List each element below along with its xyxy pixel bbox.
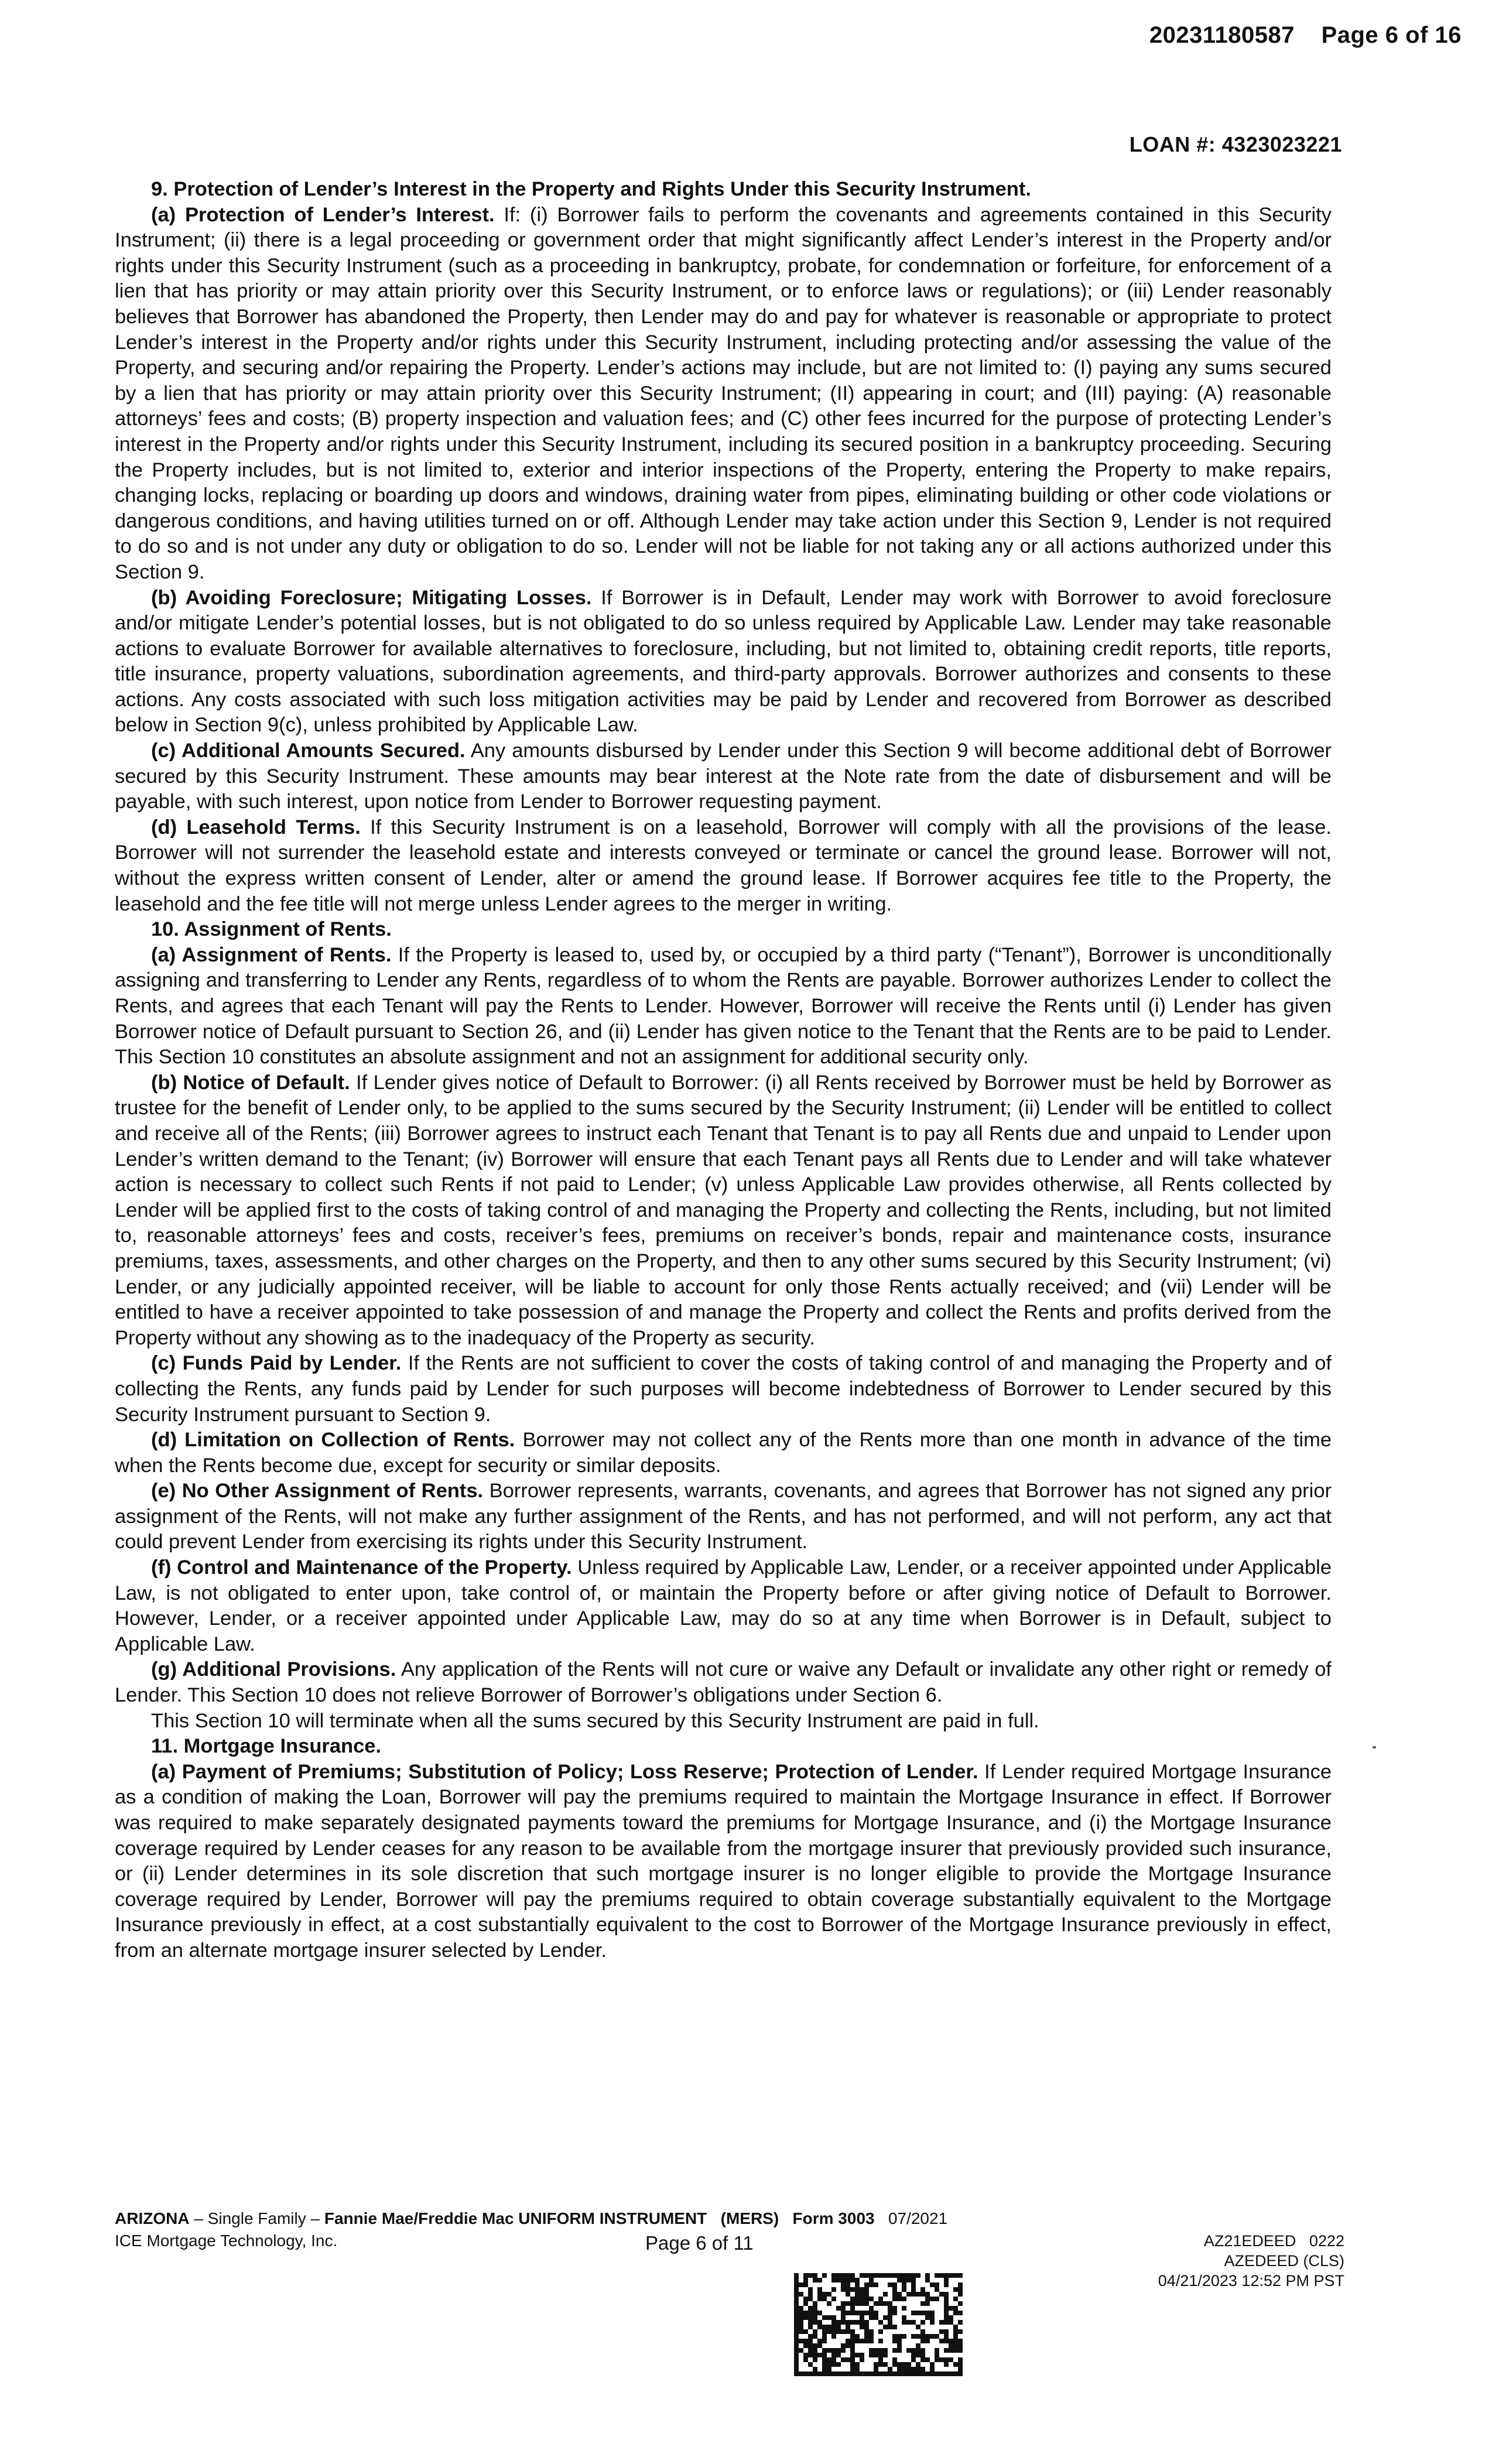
- section-9d: [115, 815, 1332, 917]
- section-heading-text: 9. Protection of Lender’s Interest in the Property and Rights Under this Security Instrument.: [151, 178, 1031, 200]
- subsection-heading: (c) Additional Amounts Secured.: [151, 740, 466, 762]
- section-10b: [115, 1070, 1332, 1351]
- subsection-text: If Lender gives notice of Default to Borrower: (i) all Rents received by Borrower must be held by Borrower as trustee for the benefit of Lender only, to be applied to the sums secured by the Security Instrument; (ii) Lender will be entitled to collect and receive all of the Rents; (iii) Borrower agrees to instruct each Tenant that Tenant is to pay all Rents due and unpaid to Lender upon Lender’s written demand to the Tenant; (iv) Borrower will ensure that each Tenant pays all Rents due to Lender and will take whatever action is necessary to collect such Rents if not paid to Lender; (v) unless Applicable Law provides otherwise, all Rents collected by Lender will be applied first to the costs of taking control of and managing the Property and collecting the Rents, including, but not limited to, reasonable attorneys’ fees and costs, receiver’s fees, premiums on receiver’s bonds, repair and maintenance costs, insurance premiums, taxes, assessments, and other charges on the Property, and then to any other sums secured by this Security Instrument; (vi) Lender, or any judicially appointed receiver, will be liable to account for only those Rents actually received; and (vii) Lender will be entitled to have a receiver appointed to take possession of and manage the Property and collect the Rents and profits derived from the Property without any showing as to the inadequacy of the Property as security.: [115, 1071, 1332, 1349]
- footer-code: AZ21EDEED: [1203, 2232, 1296, 2250]
- section-heading-text: 10. Assignment of Rents.: [151, 918, 392, 941]
- scan-artifact: [1373, 1746, 1376, 1748]
- subsection-heading: (b) Notice of Default.: [151, 1071, 350, 1094]
- footer-company: ICE Mortgage Technology, Inc.: [115, 2232, 338, 2250]
- subsection-text: If the Rents are not sufficient to cover the costs of taking control of and managing the Property and of collecting the Rents, any funds paid by Lender for such purposes will become indebtedness of Borrower to Lender secured by this Security Instrument pursuant to Section 9.: [115, 1352, 1332, 1426]
- subsection-text: Any amounts disbursed by Lender under this Section 9 will become additional debt of Borrower secured by this Security Instrument. These amounts may bear interest at the Note rate from the date of disbursement and will be payable, with such interest, upon notice from Lender to Borrower requesting payment.: [115, 740, 1332, 813]
- subsection-heading: (a) Payment of Premiums; Substitution of Policy; Loss Reserve; Protection of Lender.: [151, 1760, 978, 1783]
- footer-code-line: [1158, 2231, 1344, 2251]
- document-number: 20231180587: [1149, 22, 1295, 48]
- recording-page-number: Page 6 of 16: [1321, 22, 1462, 48]
- footer-instrument: Fannie Mae/Freddie Mac UNIFORM INSTRUMENT: [324, 2209, 707, 2227]
- footer-mers: (MERS): [720, 2209, 779, 2227]
- section-11-heading: [115, 1734, 1332, 1760]
- footer-code-2: AZEDEED (CLS): [1224, 2252, 1344, 2270]
- subsection-text: If Lender required Mortgage Insurance as a condition of making the Loan, Borrower will pay the premiums required to maintain the Mortgage Insurance in effect. If Borrower was required to make separately designated payments toward the premiums for Mortgage Insurance, and (i) the Mortgage Insurance coverage required by Lender ceases for any reason to be available from the mortgage insurer that previously provided such insurance, or (ii) Lender determines in its sole discretion that such mortgage insurer is no longer eligible to provide the Mortgage Insurance coverage required by Lender, Borrower will pay the premiums required to obtain coverage substantially equivalent to the Mortgage Insurance previously in effect, at a cost substantially equivalent to the cost to Borrower of the Mortgage Insurance previously in effect, from an alternate mortgage insurer selected by Lender.: [115, 1760, 1332, 1962]
- footer-form-line: [115, 2208, 1110, 2230]
- subsection-heading: (e) No Other Assignment of Rents.: [151, 1480, 484, 1503]
- subsection-heading: (c) Funds Paid by Lender.: [151, 1352, 402, 1375]
- footer-form-number: Form 3003: [792, 2209, 875, 2227]
- subsection-text: Any application of the Rents will not cure or waive any Default or invalidate any other right or remedy of Lender. This Section 10 does not relieve Borrower of Borrower’s obligations under Section 6.: [115, 1658, 1332, 1707]
- subsection-heading: (a) Assignment of Rents.: [151, 943, 392, 966]
- section-10-termination: [115, 1709, 1332, 1734]
- section-11a: [115, 1760, 1332, 1964]
- paragraph-text: This Section 10 will terminate when all the sums secured by this Security Instrument are paid in full.: [151, 1709, 1039, 1732]
- section-9c: [115, 738, 1332, 815]
- subsection-text: Borrower represents, warrants, covenants, and agrees that Borrower has not signed any prior assignment of the Rents, will not make any further assignment of the Rents, and has not performed, and will not perform, any act that could prevent Lender from exercising its rights under this Security Instrument.: [115, 1480, 1332, 1553]
- loan-number: LOAN #: 4323023221: [1129, 132, 1342, 156]
- barcode-icon: [794, 2273, 963, 2376]
- subsection-text: Borrower may not collect any of the Rents more than one month in advance of the time when the Rents become due, except for security or similar deposits.: [115, 1429, 1332, 1477]
- section-10d: [115, 1428, 1332, 1479]
- footer-state: ARIZONA: [115, 2209, 190, 2227]
- section-10f: [115, 1555, 1332, 1657]
- subsection-text: If Borrower is in Default, Lender may work with Borrower to avoid foreclosure and/or mitigate Lender’s potential losses, but is not obligated to do so unless required by Applicable Law. Lender may take reasonable actions to evaluate Borrower for available alternatives to foreclosure, including, but not limited to, obtaining credit reports, title reports, title insurance, property valuations, subordination agreements, and third-party approvals. Borrower authorizes and consents to these actions. Any costs associated with such loss mitigation activities may be paid by Lender and recovered from Borrower as described below in Section 9(c), unless prohibited by Applicable Law.: [115, 586, 1332, 737]
- section-10e: [115, 1479, 1332, 1555]
- subsection-heading: (g) Additional Provisions.: [151, 1658, 396, 1681]
- section-heading-text: 11. Mortgage Insurance.: [151, 1735, 382, 1758]
- subsection-text: Unless required by Applicable Law, Lender, or a receiver appointed under Applicable Law, is not obligated to enter upon, take control of, or maintain the Property before or after giving notice of Default to Borrower. However, Lender, or a receiver appointed under Applicable Law, may do so at any time when Borrower is in Default, subject to Applicable Law.: [115, 1556, 1332, 1655]
- section-10c: [115, 1351, 1332, 1428]
- footer-form-date: 07/2021: [888, 2209, 948, 2227]
- footer-codes: [1158, 2231, 1344, 2291]
- subsection-text: If the Property is leased to, used by, or occupied by a third party (“Tenant”), Borrower is unconditionally assigning and transferring to Lender any Rents, regardless of to whom the Rents are payable. Borrower authorizes Lender to collect the Rents, and agrees that each Tenant will pay the Rents to Lender. However, Borrower will receive the Rents until (i) Lender has given Borrower notice of Default pursuant to Section 26, and (ii) Lender has given notice to the Tenant that the Rents are to be paid to Lender. This Section 10 constitutes an absolute assignment and not an assignment for additional security only.: [115, 943, 1332, 1069]
- subsection-text: If this Security Instrument is on a leasehold, Borrower will comply with all the provisions of the lease. Borrower will not surrender the leasehold estate and interests conveyed or terminate or cancel the ground lease. Borrower will not, without the express written consent of Lender, alter or amend the ground lease. If Borrower acquires fee title to the Property, the leasehold and the fee title will not merge unless Lender agrees to the merger in writing.: [115, 816, 1332, 915]
- subsection-text: If: (i) Borrower fails to perform the covenants and agreements contained in this Security Instrument; (ii) there is a legal proceeding or government order that might significantly affect Lender’s interest in the Property and/or rights under this Security Instrument (such as a proceeding in bankruptcy, probate, for condemnation or forfeiture, for enforcement of a lien that has priority or may attain priority over this Security Instrument, or to enforce laws or regulations); or (iii) Lender reasonably believes that Borrower has abandoned the Property, then Lender may do and pay for whatever is reasonable or appropriate to protect Lender’s interest in the Property and/or rights under this Security Instrument, including protecting and/or assessing the value of the Property, and securing and/or repairing the Property. Lender’s actions may include, but are not limited to: (I) paying any sums secured by a lien that has priority or may attain priority over this Security Instrument; (II) appearing in court; and (III) paying: (A) reasonable attorneys’ fees and costs; (B) property inspection and valuation fees; and (C) other fees incurred for the purpose of protecting Lender’s interest in the Property and/or rights under this Security Instrument, including its secured position in a bankruptcy proceeding. Securing the Property includes, but is not limited to, exterior and interior inspections of the Property, entering the Property to make repairs, changing locks, replacing or boarding up doors and windows, draining water from pipes, eliminating building or other code violations or dangerous conditions, and having utilities turned on or off. Although Lender may take action under this Section 9, Lender is not required to do so and is not under any duty or obligation to do so. Lender will not be liable for not taking any or all actions authorized under this Section 9.: [115, 203, 1332, 583]
- section-10g: [115, 1657, 1332, 1708]
- footer-form-info: [115, 2208, 1110, 2252]
- section-10-heading: [115, 917, 1332, 943]
- subsection-heading: (d) Leasehold Terms.: [151, 816, 361, 839]
- footer-timestamp: 04/21/2023 12:52 PM PST: [1158, 2272, 1344, 2290]
- footer-code-number: 0222: [1309, 2232, 1344, 2250]
- section-9b: [115, 586, 1332, 739]
- document-body: [115, 177, 1332, 1964]
- subsection-heading: (d) Limitation on Collection of Rents.: [151, 1429, 515, 1452]
- subsection-heading: (f) Control and Maintenance of the Property.: [151, 1556, 572, 1579]
- section-10a: [115, 943, 1332, 1070]
- subsection-heading: (a) Protection of Lender’s Interest.: [151, 203, 495, 226]
- footer-property-type: – Single Family –: [189, 2209, 324, 2227]
- section-9-heading: [115, 177, 1332, 203]
- footer-page-number: Page 6 of 11: [645, 2232, 754, 2254]
- subsection-heading: (b) Avoiding Foreclosure; Mitigating Losses.: [151, 586, 592, 609]
- recording-header: [1130, 22, 1462, 49]
- section-9a: [115, 203, 1332, 586]
